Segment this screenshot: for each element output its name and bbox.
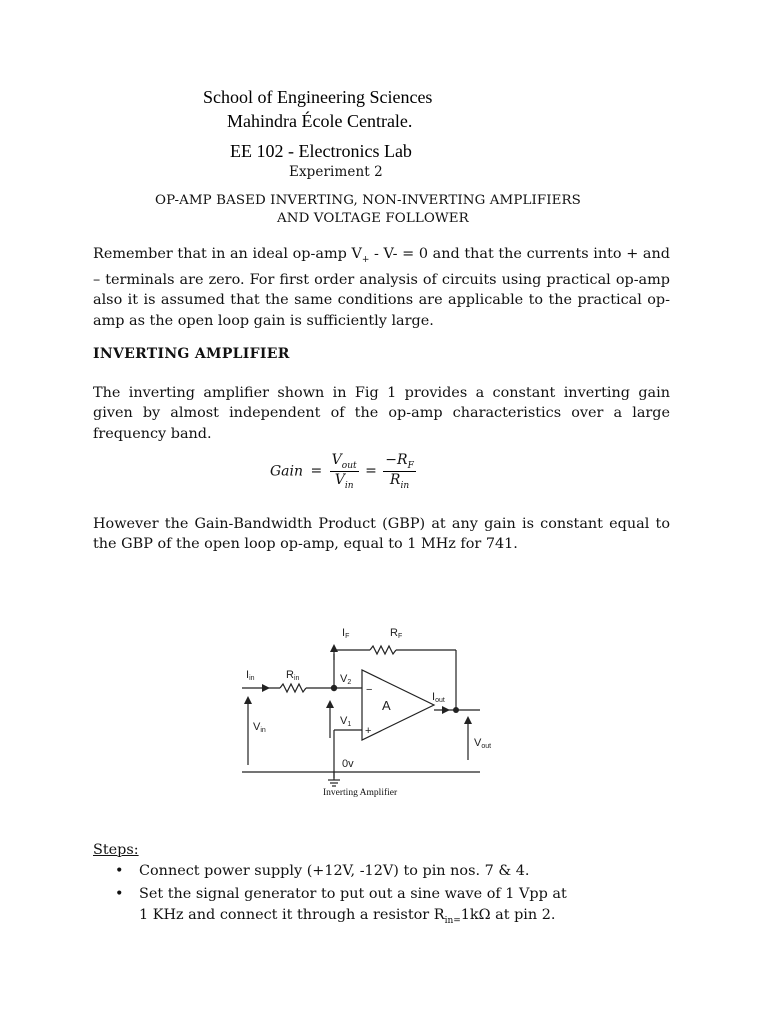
inverting-paragraph: The inverting amplifier shown in Fig 1 provides a constant inverting gain given by almost independent of the op-amp characteristics over a large frequency band.: [93, 385, 670, 442]
bullet-icon: •: [115, 863, 124, 879]
gbp-paragraph: However the Gain-Bandwidth Product (GBP) at any gain is constant equal to the GBP of the open loop op-amp, equal to 1 MHz for 741.: [93, 516, 670, 553]
step-2-line1: Set the signal generator to put out a sine wave of 1 Vpp at: [139, 886, 567, 902]
step-1: Connect power supply (+12V, -12V) to pin nos. 7 & 4.: [139, 863, 530, 879]
school-name: School of Engineering Sciences: [203, 87, 433, 107]
label-iout: Iout: [432, 691, 445, 704]
step-2-line2: 1 KHz and connect it through a resistor $R_{in=}1k\Omega$ at pin 2.: [139, 907, 556, 926]
label-plus: +: [365, 725, 372, 737]
label-ground: 0v: [342, 758, 354, 770]
label-iin: Iin: [246, 669, 255, 682]
section-heading: INVERTING AMPLIFIER: [93, 346, 290, 362]
label-rin: Rin: [286, 669, 300, 682]
label-rf: RF: [390, 627, 403, 640]
inverting-amplifier-circuit: [230, 620, 510, 810]
label-if: IF: [342, 627, 350, 640]
doc-title-line2: AND VOLTAGE FOLLOWER: [277, 211, 469, 226]
label-vin: Vin: [253, 721, 266, 734]
doc-title-line1: OP-AMP BASED INVERTING, NON-INVERTING AMPLIFIERS: [155, 193, 581, 208]
course-title: EE 102 - Electronics Lab: [230, 141, 412, 161]
label-v2: V2: [340, 673, 352, 686]
intro-paragraph: Remember that in an ideal op-amp $V_+ - V- = 0$ and that the currents into + and – terminals are zero. For first order analysis of circuits using practical op-amp also it is assumed that the same conditions are applicable to the practical op-amp as the open loop gain is sufficiently large.: [93, 246, 670, 329]
label-gain-a: A: [382, 698, 391, 713]
experiment-number: Experiment 2: [289, 164, 383, 180]
college-name: Mahindra École Centrale.: [227, 111, 413, 131]
label-minus: −: [366, 684, 373, 696]
label-v1: V1: [340, 715, 352, 728]
gain-equation: Gain = $\frac{V_{out}}{V_{in}}$ = $\frac{-R_F}{R_{in}}$: [270, 452, 414, 491]
figure-caption: Inverting Amplifier: [323, 788, 398, 798]
bullet-icon: •: [115, 886, 124, 902]
steps-heading: Steps:: [93, 842, 139, 858]
label-vout: Vout: [474, 737, 492, 750]
